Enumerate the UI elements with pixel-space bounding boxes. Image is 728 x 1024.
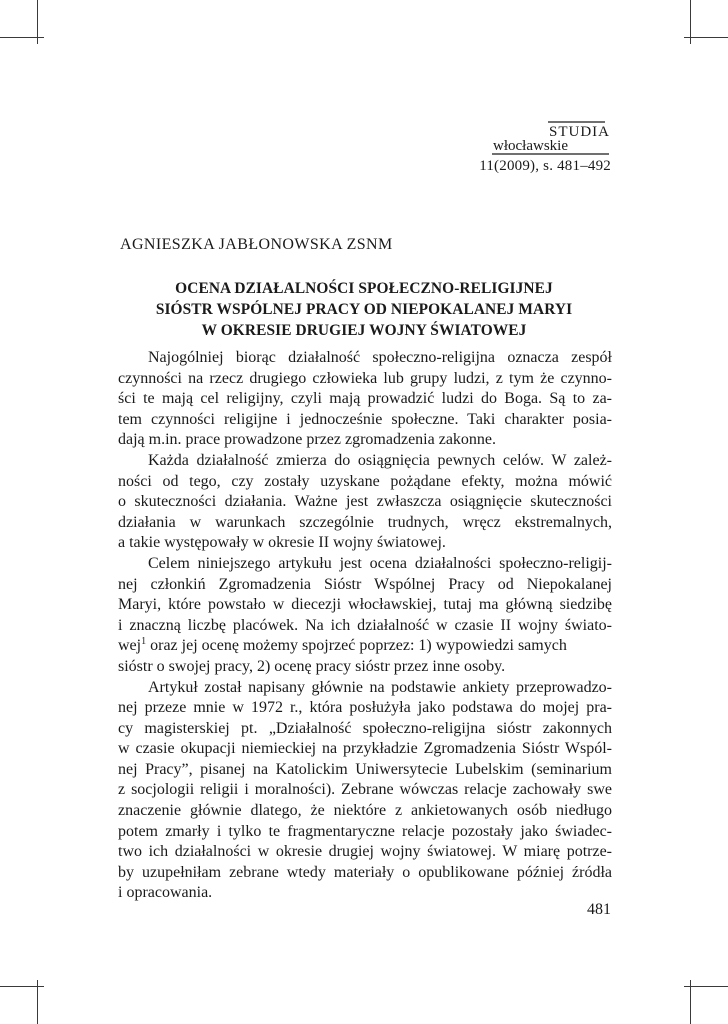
crop-mark-bottom-right-horizontal	[684, 986, 728, 987]
text-line: czynności na rzecz drugiego człowieka lub grupy ludzi, z tym że czynno-	[118, 369, 612, 387]
text-line: two ich działalności w okresie drugiej wojny światowej. W miarę potrze-	[118, 843, 612, 861]
author-name: AGNIESZKA JABŁONOWSKA ZSNM	[120, 236, 393, 253]
text-line: nej przeze mnie w 1972 r., która posłużyła jako podstawa do mojej pra-	[118, 699, 612, 717]
journal-logo	[491, 119, 611, 159]
journal-logo-graphic	[491, 119, 611, 159]
text-line: potem zmarły i tylko te fragmentaryczne relacje pozostały jako świadec-	[118, 822, 612, 840]
crop-mark-top-left-horizontal	[0, 37, 44, 38]
text-line: tem czynności religijne i jednocześnie społeczne. Taki charakter posia-	[118, 410, 612, 428]
text-line: i znaczną liczbę placówek. Na ich działalność w czasie II wojny świato-	[118, 616, 612, 634]
crop-mark-bottom-left-horizontal	[0, 986, 44, 987]
title-line: SIÓSTR WSPÓLNEJ PRACY OD NIEPOKALANEJ MARYI	[155, 301, 573, 318]
svg-text:STUDIA: STUDIA	[549, 124, 610, 140]
text-line: Artykuł został napisany głównie na podstawie ankiety przeprowadzo-	[148, 678, 612, 696]
text-line: i opracowania.	[118, 884, 213, 902]
text-line: znaczenie głównie dlatego, że niektóre z ankietowanych osób niedługo	[118, 802, 612, 820]
text-line: cy magisterskiej pt. „Działalność społeczno-religijna sióstr zakonnych	[118, 719, 612, 737]
article-body	[118, 348, 612, 904]
article-title	[118, 278, 610, 341]
text-line: o skuteczności działania. Ważne jest zwłaszcza osiągnięcie skuteczności	[118, 493, 612, 511]
text-line: w czasie okupacji niemieckiej na przykładzie Zgromadzenia Sióstr Wspól-	[118, 740, 612, 758]
title-line: OCENA DZIAŁALNOŚCI SPOŁECZNO-RELIGIJNEJ	[175, 280, 553, 297]
svg-text:włocławskie: włocławskie	[493, 138, 568, 154]
citation: 11(2009), s. 481–492	[479, 158, 611, 174]
text-line: Najogólniej biorąc działalność społeczno-religijna oznacza zespół	[148, 349, 612, 366]
text-line: sióstr o swojej pracy, 2) ocenę pracy sióstr przez inne osoby.	[118, 657, 506, 675]
text-line: Każda działalność zmierza do osiągnięcia pewnych celów. W zależ-	[148, 451, 612, 469]
text-line: ści te mają cel religijny, czyli mają prowadzić ludzi do Boga. Są to za-	[118, 390, 612, 408]
text-line-with-footnote	[118, 636, 612, 657]
crop-mark-top-right-horizontal	[684, 37, 728, 38]
text-fragment: oraz jej ocenę możemy spojrzeć poprzez: 1) wypowiedzi samych	[146, 637, 567, 655]
text-line: by uzupełniłam zebrane wtedy materiały o opublikowane później źródła	[118, 863, 612, 881]
text-line: ności od tego, czy zostały uzyskane pożądane efekty, można mówić	[118, 472, 612, 490]
text-line: Celem niniejszego artykułu jest ocena działalności społeczno-religij-	[148, 554, 612, 572]
text-line: nej Pracy”, pisanej na Katolickim Uniwersytecie Lubelskim (seminarium	[118, 760, 612, 778]
page-number: 481	[587, 901, 611, 918]
text-line: z socjologii religii i moralności). Zebrane wówczas relacje zachowały swe	[118, 781, 612, 799]
text-line: a takie występowały w okresie II wojny światowej.	[118, 534, 446, 552]
text-line: nej członkiń Zgromadzenia Sióstr Wspólnej Pracy od Niepokalanej	[118, 575, 612, 593]
text-line: Maryi, które powstało w diecezji włocławskiej, tutaj ma główną siedzibę	[118, 596, 612, 614]
text-line: dają m.in. prace prowadzone przez zgromadzenia zakonne.	[118, 431, 497, 449]
footnote-marker: 1	[141, 636, 147, 648]
text-fragment: wej	[118, 637, 142, 655]
title-line: W OKRESIE DRUGIEJ WOJNY ŚWIATOWEJ	[201, 322, 527, 339]
text-line: działania w warunkach szczególnie trudnych, wręcz ekstremalnych,	[118, 513, 612, 531]
